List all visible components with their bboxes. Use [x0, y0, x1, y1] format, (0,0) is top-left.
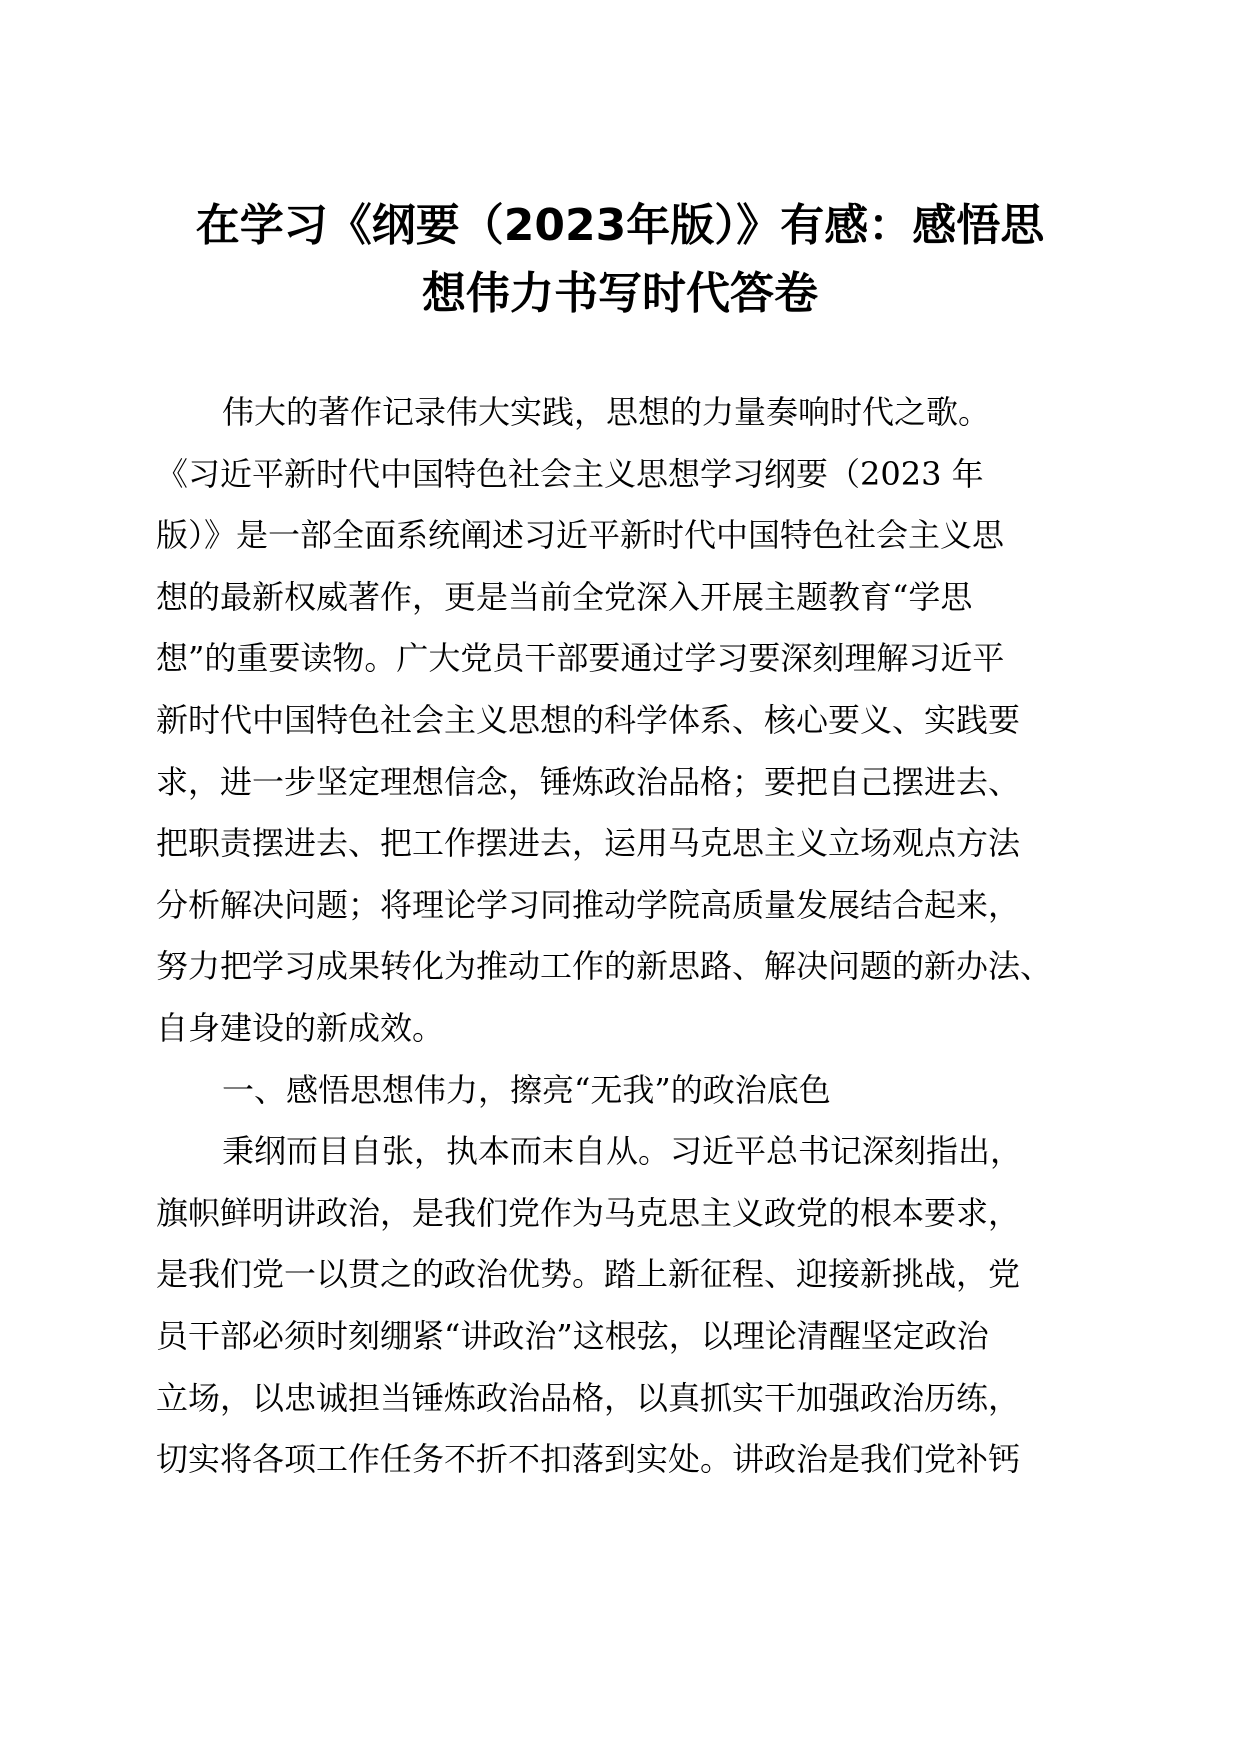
text-line: 员干部必须时刻绷紧“讲政治”这根弦，以理论清醒坚定政治	[156, 1316, 989, 1355]
text-line: 立场，以忠诚担当锤炼政治品格，以真抓实干加强政治历练，	[156, 1378, 1021, 1417]
text-line: 想”的重要读物。广大党员干部要通过学习要深刻理解习近平	[156, 639, 1005, 678]
text-line: 版）》是一部全面系统阐述习近平新时代中国特色社会主义思	[156, 516, 1005, 555]
text-line: 努力把学习成果转化为推动工作的新思路、解决问题的新办法、	[156, 947, 1053, 986]
text-line: 想的最新权威著作，更是当前全党深入开展主题教育“学思	[156, 577, 973, 616]
paragraph-intro	[156, 382, 1096, 1060]
text-line: 自身建设的新成效。	[156, 1008, 445, 1047]
text-line: 旗帜鲜明讲政治，是我们党作为马克思主义政党的根本要求，	[156, 1193, 1021, 1232]
document-title	[150, 192, 1090, 328]
section-heading-1	[156, 1060, 1096, 1122]
heading-line: 一、感悟思想伟力，擦亮“无我”的政治底色	[222, 1070, 831, 1109]
text-line: 求，进一步坚定理想信念，锤炼政治品格；要把自己摆进去、	[156, 762, 1021, 801]
text-line: 新时代中国特色社会主义思想的科学体系、核心要义、实践要	[156, 700, 1021, 739]
title-line-2: 想伟力书写时代答卷	[422, 268, 818, 319]
title-line-1: 在学习《纲要（2023年版）》有感：感悟思	[195, 200, 1045, 251]
paragraph-section-1	[156, 1121, 1096, 1491]
text-line: 是我们党一以贯之的政治优势。踏上新征程、迎接新挑战，党	[156, 1255, 1021, 1294]
text-line: 秉纲而目自张，执本而末自从。习近平总书记深刻指出，	[222, 1132, 1023, 1171]
text-line: 切实将各项工作任务不折不扣落到实处。讲政治是我们党补钙	[156, 1440, 1021, 1479]
text-line: 把职责摆进去、把工作摆进去，运用马克思主义立场观点方法	[156, 824, 1021, 863]
document-body	[156, 382, 1096, 1491]
text-line: 伟大的著作记录伟大实践，思想的力量奏响时代之歌。	[222, 393, 991, 431]
text-line: 《习近平新时代中国特色社会主义思想学习纲要（2023 年	[156, 454, 984, 493]
text-line: 分析解决问题；将理论学习同推动学院高质量发展结合起来，	[156, 885, 1021, 924]
